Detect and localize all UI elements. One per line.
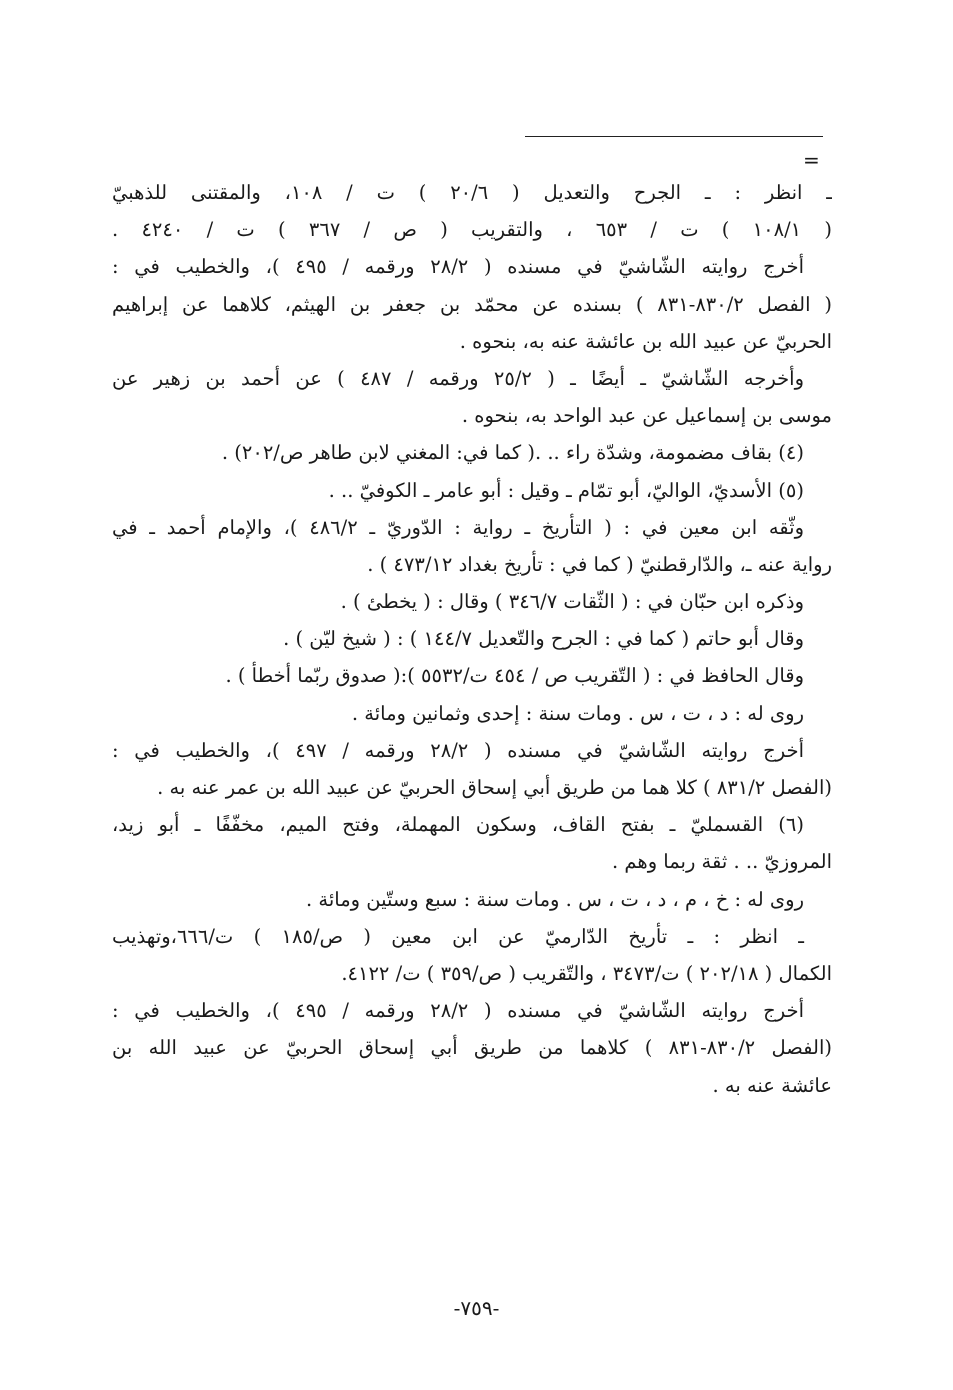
footnote-separator-rule bbox=[525, 136, 823, 137]
footnote-line: ( ١٠٨/١ ) ت / ٦٥٣ ، والتقريب ( ص / ٣٦٧ ) ت / ٤٢٤٠ . bbox=[112, 218, 832, 242]
footnote-line: أخرج روايته الشّاشيّ في مسنده ( ٢٨/٢ ورقمه / ٤٩٧ )، والخطيب في : bbox=[112, 738, 804, 762]
footnote-line: أخرج روايته الشّاشيّ في مسنده ( ٢٨/٢ ورقمه / ٤٩٥ )، والخطيب في : bbox=[112, 999, 804, 1023]
footnote-line: عائشة عنه به . bbox=[712, 1073, 832, 1097]
footnote-line: الكمال ( ٢٠٢/١٨ ) ت/٣٤٧٣ ، والتّقريب ( ص/٣٥٩ ) ت/ ٤١٢٢. bbox=[341, 961, 832, 985]
footnote-line: (٦) القسمليّ ـ بفتح القاف، وسكون المهملة، وفتح الميم، مخفّفًا ـ أبو زيد، bbox=[112, 813, 804, 837]
footnotes-text bbox=[112, 174, 832, 1104]
footnote-line: المروزيّ .. . ثقة ربما وهم . bbox=[612, 850, 832, 874]
footnote-line: وقال أبو حاتم ( كما في : الجرح والتّعديل ١٤٤/٧ ) : ( شيخ ليّن ) . bbox=[283, 627, 804, 651]
footnote-line: أخرج روايته الشّاشيّ في مسنده ( ٢٨/٢ ورقمه / ٤٩٥ )، والخطيب في : bbox=[112, 255, 804, 279]
footnote-continuation-mark: = bbox=[803, 148, 820, 172]
footnote-line: (٥) الأسديّ، الواليّ، أبو تمّام ـ وقيل : أبو عامر ـ الكوفيّ .. . bbox=[328, 478, 804, 502]
footnote-line: روى له : خ ، م ، د ، ت ، س . ومات سنة : سبع وستّين ومائة . bbox=[306, 887, 804, 911]
footnote-line: رواية عنه ـ، والدّارقطنيّ ( كما في : تأريخ بغداد ٤٧٣/١٢ ) . bbox=[367, 552, 832, 576]
page-number: -٧٥٩- bbox=[453, 1296, 500, 1320]
footnote-line: (الفصل ٨٣١/٢ ) كلا هما من طريق أبي إسحاق الحربيّ عن عبيد الله بن عمر عنه به . bbox=[157, 776, 832, 799]
footnote-line: ـ انظر : ـ الجرح والتعديل ( ٢٠/٦ ) ت / ١٠٨، والمقتنى للذهبيّ bbox=[112, 181, 832, 204]
footnote-line: وثّقه ابن معين في : ( التأريخ ـ رواية : الدّوريّ ـ ٤٨٦/٢ )، والإمام أحمد ـ في bbox=[112, 515, 804, 539]
footnote-line: وقال الحافظ في : ( التّقريب ص / ٤٥٤ ت/٥٥٣٢ ):( صدوق ربّما أخطأ ) . bbox=[225, 664, 804, 688]
footnote-line: وذكره ابن حبّان في : ( الثّقات ٣٤٦/٧ ) وقال : ( يخطئ ) . bbox=[340, 590, 804, 614]
footnote-line: (٤) بقاف مضمومة، وشدّة راء .. .( كما في: المغني لابن طاهر ص/٢٠٢) . bbox=[221, 441, 804, 465]
footnote-line: وأخرجه الشّاشيّ ـ أيضًا ـ ( ٢٥/٢ ورقمه / ٤٨٧ ) عن أحمد بن زهير عن bbox=[112, 366, 804, 390]
footnote-line: ـ انظر : ـ تأريخ الدّارميّ عن ابن معين ( ص/١٨٥ ) ت/٦٦٦،وتهذيب bbox=[112, 924, 805, 948]
footnote-line: الحربيّ عن عبيد الله بن عائشة عنه به، بنحوه . bbox=[459, 329, 832, 353]
footnote-line: ( الفصل ٨٣٠/٢-٨٣١ ) بسنده عن محمّد بن جعفر بن الهيثم، كلاهما عن إبراهيم bbox=[112, 292, 832, 316]
footnote-line: روى له : د ، ت ، س . ومات سنة : إحدى وثمانين ومائة . bbox=[351, 701, 804, 725]
footnote-line: موسى بن إسماعيل عن عبد الواحد به، بنحوه . bbox=[461, 404, 832, 428]
footnote-line: (الفصل ٨٣٠/٢-٨٣١ ) كلاهما من طريق أبي إسحاق الحربيّ عن عبيد الله بن bbox=[112, 1036, 832, 1060]
